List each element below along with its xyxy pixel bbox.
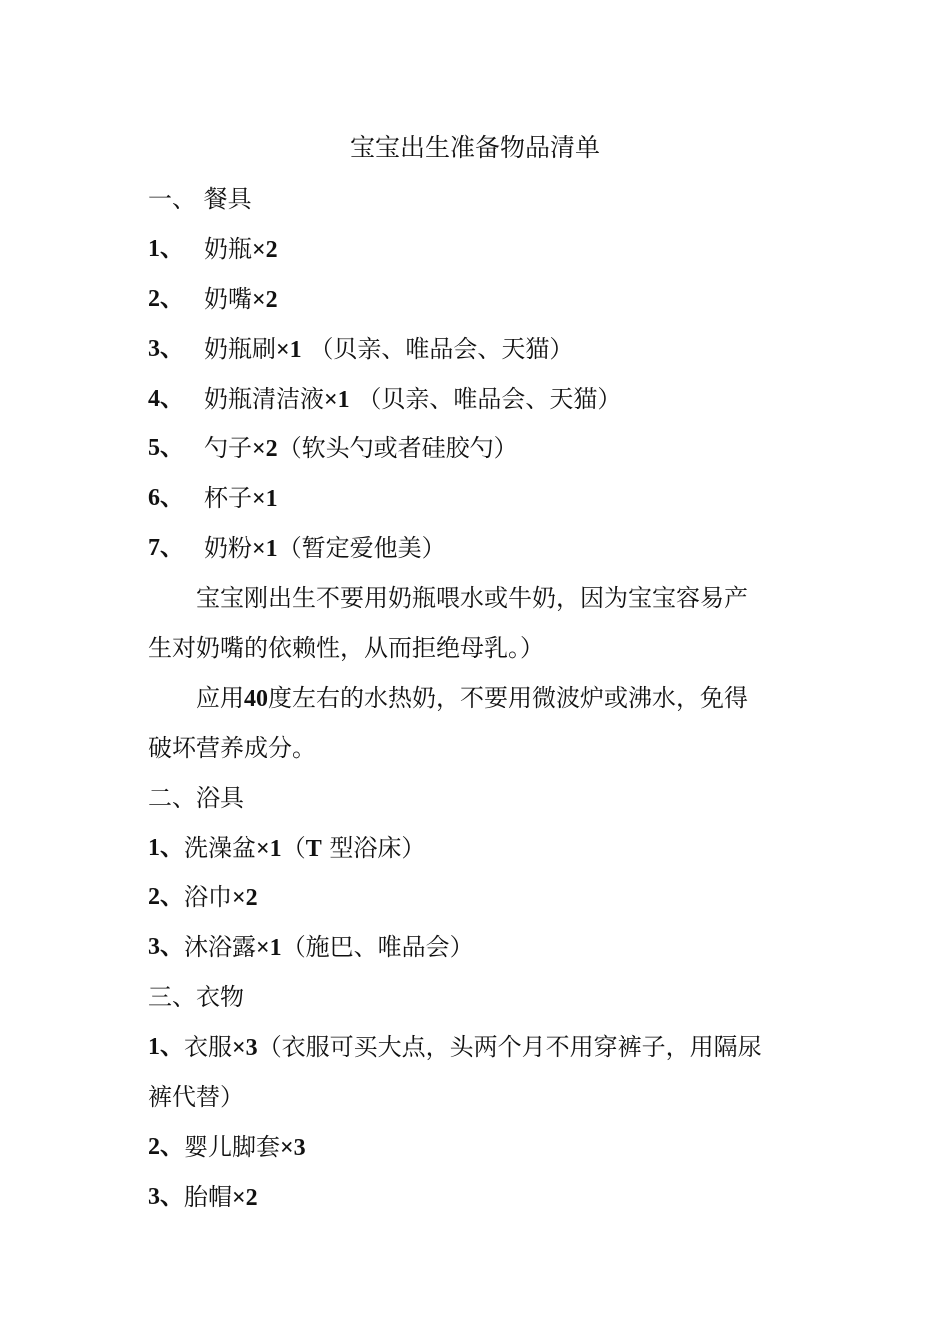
item-number: 7、 — [148, 535, 184, 562]
item-name: 勺子 — [204, 434, 252, 463]
item-quantity: ×1 — [276, 336, 302, 363]
item-name: 奶嘴 — [204, 284, 252, 313]
page-title: 宝宝出生准备物品清单 — [349, 133, 600, 162]
list-item — [148, 1126, 808, 1176]
item-quantity: ×2 — [232, 885, 258, 912]
item-note: （贝亲、唯品会、天猫） — [349, 384, 622, 413]
list-item — [148, 228, 808, 278]
item-number: 2、 — [148, 884, 184, 911]
temperature-value: 40 — [244, 685, 268, 712]
item-number: 4、 — [148, 385, 184, 412]
item-name: 胎帽 — [184, 1182, 232, 1211]
item-note: （施巴、唯品会） — [281, 933, 474, 962]
item-quantity: ×2 — [252, 236, 278, 263]
item-quantity: ×2 — [252, 436, 278, 463]
item-number: 2、 — [148, 285, 184, 312]
document-body — [148, 178, 808, 1226]
list-item — [148, 328, 808, 378]
item-number: 3、 — [148, 934, 184, 961]
item-quantity: ×1 — [324, 386, 350, 413]
item-note: （贝亲、唯品会、天猫） — [301, 334, 574, 363]
item-name: 奶粉 — [204, 534, 252, 563]
item-name: 奶瓶刷 — [204, 334, 276, 363]
paragraph-text: 度左右的水热奶，不要用微波炉或沸水，免得 — [268, 683, 748, 712]
item-name: 衣服 — [184, 1033, 232, 1062]
list-item — [148, 527, 808, 577]
list-item — [148, 876, 808, 926]
section-heading-clothing: 三、衣物 — [148, 983, 244, 1012]
item-note: （暂定爱他美） — [277, 534, 446, 563]
item-number: 3、 — [148, 335, 184, 362]
item-number: 6、 — [148, 485, 184, 512]
item-quantity: ×2 — [252, 286, 278, 313]
item-name: 浴巾 — [184, 883, 232, 912]
list-item — [148, 477, 808, 527]
item-number: 1、 — [148, 834, 184, 861]
item-note-bold: T — [305, 835, 322, 862]
item-name: 杯子 — [204, 484, 252, 513]
item-name: 婴儿脚套 — [184, 1132, 280, 1161]
paragraph-text: 应用 — [196, 683, 244, 712]
paragraph-line: 生对奶嘴的依赖性，从而拒绝母乳。） — [148, 634, 544, 663]
item-quantity: ×1 — [256, 835, 282, 862]
item-quantity: ×3 — [280, 1134, 306, 1161]
section-heading-tableware: 一、 餐具 — [148, 185, 252, 213]
list-item — [148, 1026, 808, 1076]
paragraph-line: 破坏营养成分。 — [148, 733, 316, 762]
item-quantity: ×1 — [252, 536, 278, 563]
item-quantity: ×1 — [256, 935, 282, 962]
item-name: 洗澡盆 — [184, 833, 256, 862]
item-note: 型浴床） — [321, 833, 426, 862]
list-item-continuation: 裤代替） — [148, 1083, 244, 1112]
item-name: 奶瓶 — [204, 234, 252, 263]
list-item — [148, 427, 808, 477]
item-quantity: ×1 — [252, 486, 278, 513]
item-number: 1、 — [148, 1034, 184, 1061]
list-item — [148, 1176, 808, 1226]
item-name: 奶瓶清洁液 — [204, 384, 324, 413]
item-number: 3、 — [148, 1183, 184, 1210]
item-number: 1、 — [148, 235, 184, 262]
item-note: （软头勺或者硅胶勺） — [277, 434, 518, 463]
paragraph-line: 宝宝刚出生不要用奶瓶喂水或牛奶，因为宝宝容易产 — [196, 584, 748, 613]
paragraph-line — [148, 677, 808, 727]
item-quantity: ×2 — [232, 1184, 258, 1211]
item-number: 5、 — [148, 435, 184, 462]
item-quantity: ×3 — [232, 1035, 258, 1062]
list-item — [148, 827, 808, 877]
item-name: 沐浴露 — [184, 933, 256, 962]
item-note: （衣服可买大点，头两个月不用穿裤子，用隔尿 — [257, 1033, 762, 1062]
item-number: 2、 — [148, 1133, 184, 1160]
list-item — [148, 378, 808, 428]
list-item — [148, 278, 808, 328]
section-heading-bath: 二、浴具 — [148, 783, 244, 812]
list-item — [148, 926, 808, 976]
item-note: （ — [281, 833, 306, 862]
